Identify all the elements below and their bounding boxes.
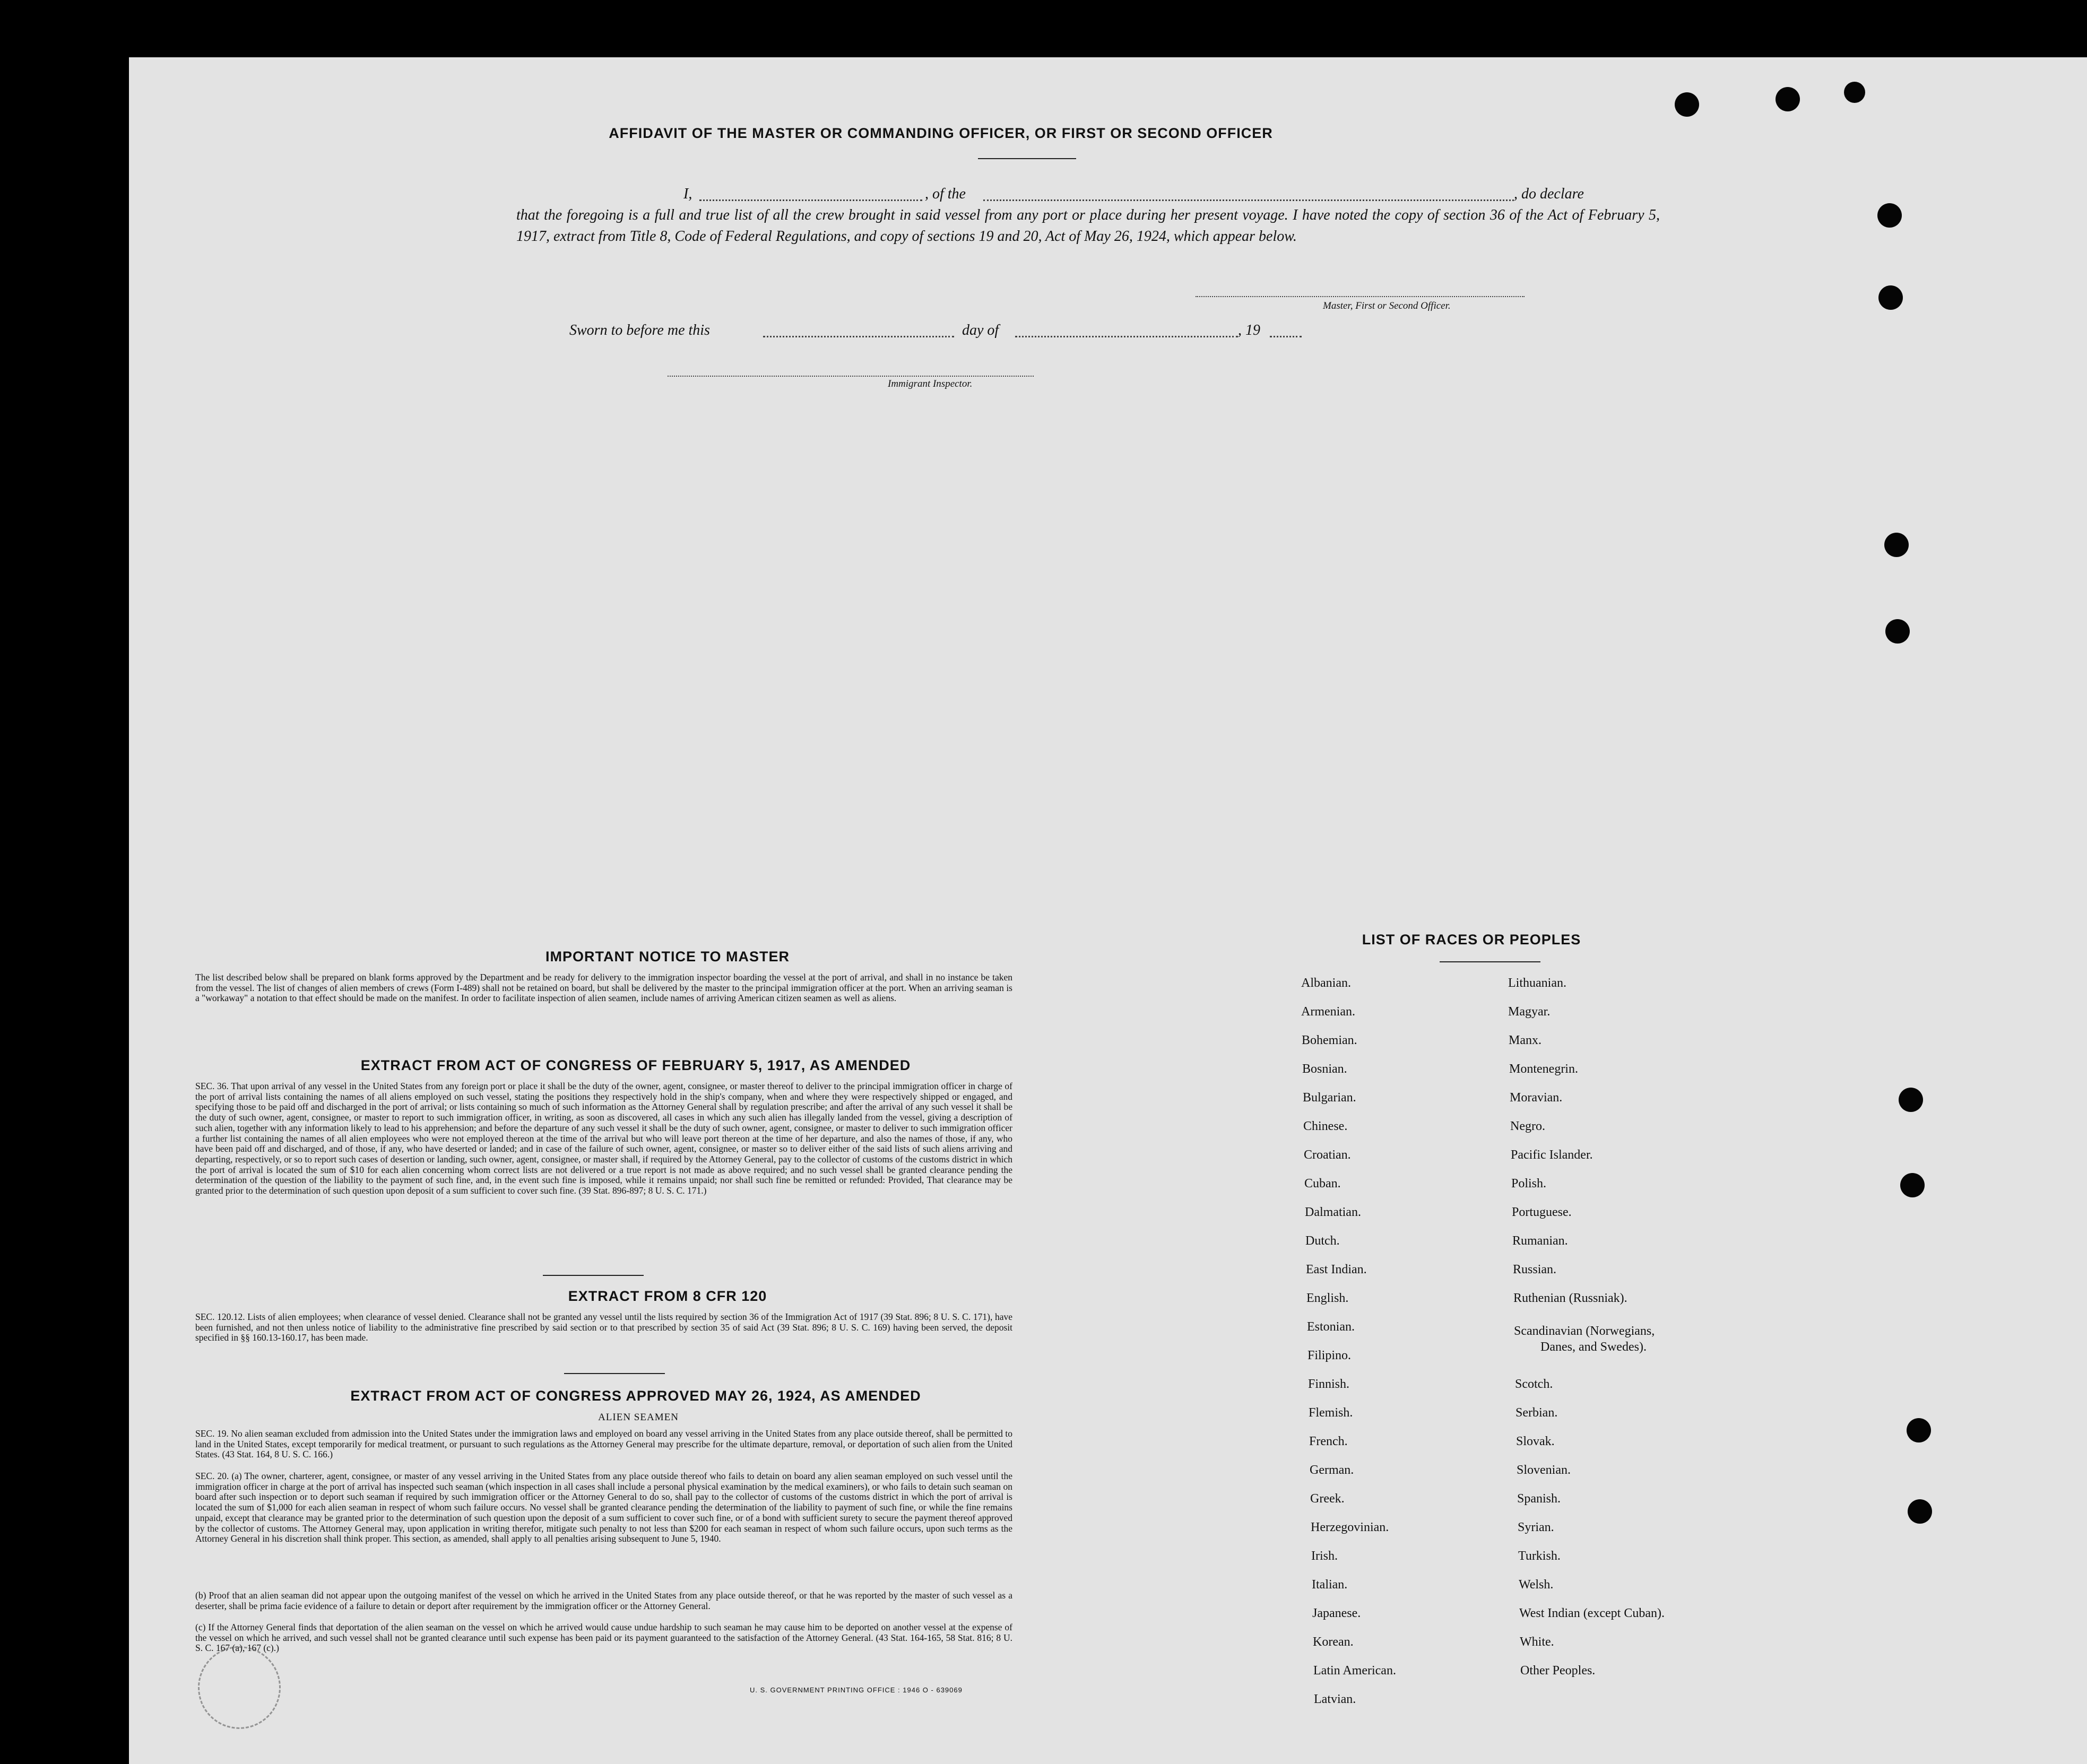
year-label: , 19 — [1238, 322, 1260, 338]
extract-1924-sec19: SEC. 19. No alien seaman excluded from admission into the United States under the immigration laws and employed on board any vessel arriving in the United States from any place outside thereof, shall be permitted to land in the United States, except temporarily for medical treatment, or pursuant to such regulations as the Attorney General may prescribe for the ultimate departure, removal, or deportation of such alien from the United States. (43 Stat. 164, 8 U. S. C. 166.) — [195, 1428, 1012, 1460]
master-signature-line[interactable] — [1196, 296, 1525, 297]
race-korean: Korean. — [1313, 1635, 1354, 1649]
declare-label: , do declare — [1514, 186, 1584, 202]
vessel-name-field[interactable] — [983, 199, 1514, 201]
race-negro: Negro. — [1510, 1119, 1545, 1133]
inspector-signature-line[interactable] — [668, 376, 1034, 377]
race-flemish: Flemish. — [1309, 1406, 1353, 1420]
race-syrian: Syrian. — [1518, 1520, 1554, 1534]
day-of-label: day of — [962, 322, 999, 338]
race-pacific-islander: Pacific Islander. — [1511, 1148, 1593, 1162]
punch-hole-right-1 — [1877, 203, 1902, 228]
printing-office-imprint: U. S. GOVERNMENT PRINTING OFFICE : 1946 O - 639069 — [750, 1686, 963, 1694]
punch-hole-right-8 — [1908, 1499, 1932, 1524]
race-other-peoples: Other Peoples. — [1520, 1664, 1596, 1678]
race-lithuanian: Lithuanian. — [1508, 976, 1566, 990]
race-east-indian: East Indian. — [1306, 1263, 1367, 1276]
punch-hole-top-3 — [1844, 82, 1865, 103]
race-bulgarian: Bulgarian. — [1303, 1091, 1356, 1105]
race-montenegrin: Montenegrin. — [1509, 1062, 1578, 1076]
sworn-month-field[interactable] — [1015, 336, 1238, 337]
race-armenian: Armenian. — [1301, 1005, 1355, 1019]
sworn-label: Sworn to before me this — [569, 322, 710, 338]
vessel-label: , of the — [925, 186, 966, 202]
race-scotch: Scotch. — [1515, 1377, 1553, 1391]
master-signature-label: Master, First or Second Officer. — [1323, 300, 1451, 311]
punch-hole-right-2 — [1878, 285, 1903, 310]
race-cuban: Cuban. — [1304, 1177, 1341, 1191]
cfr-text: SEC. 120.12. Lists of alien employees; when clearance of vessel denied. Clearance shall not be granted any vessel until the lists required by section 36 of the Immigration Act of 1917 (39 Stat. 896; 8 U. S. C. 171), have been furnished, and not then unless notice of liability to the administrative fine prescribed by said section or to that prescribed by section 35 of said Act (39 Stat. 896; 8 U. S. C. 169) having been served, the deposit specified in §§ 160.13-160.17, has been made. — [195, 1311, 1012, 1343]
extract-1924-sec20b: (b) Proof that an alien seaman did not appear upon the outgoing manifest of the vessel on which he arrived in the United States from any place outside thereof, or that he was reported by the master of such vessel as a deserter, shall be prima facie evidence of a failure to detain or deport after requirement by the immigration officer or the Attorney General. — [195, 1590, 1012, 1611]
race-latvian: Latvian. — [1314, 1692, 1356, 1706]
race-latin-american: Latin American. — [1313, 1664, 1396, 1678]
race-turkish: Turkish. — [1518, 1549, 1561, 1563]
race-herzegovinian: Herzegovinian. — [1311, 1520, 1389, 1534]
race-german: German. — [1310, 1463, 1354, 1477]
notice-title: IMPORTANT NOTICE TO MASTER — [545, 949, 790, 964]
affidavit-title-rule — [978, 158, 1076, 159]
race-magyar: Magyar. — [1508, 1005, 1551, 1019]
race-estonian: Estonian. — [1307, 1320, 1355, 1334]
alien-seamen-subtitle: ALIEN SEAMEN — [598, 1412, 679, 1423]
inspector-signature-label: Immigrant Inspector. — [888, 378, 973, 389]
affidavit-line-1 — [564, 184, 1660, 205]
race-portuguese: Portuguese. — [1512, 1205, 1572, 1219]
punch-hole-right-4 — [1885, 619, 1910, 644]
race-chinese: Chinese. — [1303, 1119, 1348, 1133]
races-title: LIST OF RACES OR PEOPLES — [1362, 932, 1581, 948]
race-slovenian: Slovenian. — [1517, 1463, 1571, 1477]
punch-hole-top-2 — [1776, 87, 1800, 111]
document-page — [129, 57, 2087, 1764]
punch-hole-right-5 — [1899, 1088, 1923, 1112]
extract-1924-sec20c: (c) If the Attorney General finds that deportation of the alien seaman on the vessel on which he arrived would cause undue hardship to such seaman he may cause him to be deported on another vessel at the expense of the vessel on which he arrived, and such vessel shall not be granted clearance until such expense has been paid or its payment guaranteed to the satisfaction of the Attorney General. (43 Stat. 164-165, 58 Stat. 816; 8 U. S. C. 167 (a), 167 (c).) — [195, 1622, 1012, 1654]
race-french: French. — [1309, 1435, 1348, 1448]
affidavit-title: AFFIDAVIT OF THE MASTER OR COMMANDING OFFICER, OR FIRST OR SECOND OFFICER — [609, 125, 1273, 141]
race-manx: Manx. — [1509, 1033, 1542, 1047]
punch-hole-right-6 — [1900, 1173, 1925, 1197]
race-bohemian: Bohemian. — [1302, 1033, 1357, 1047]
race-croatian: Croatian. — [1304, 1148, 1351, 1162]
race-albanian: Albanian. — [1301, 976, 1351, 990]
affidavit-body: that the foregoing is a full and true list of all the crew brought in said vessel from any port or place during her present voyage. I have noted the copy of section 36 of the Act of February 5, 1917, extract from Title 8, Code of Federal Regulations, and copy of sections 19 and 20, Act of May 26, 1924, which appear below. — [516, 207, 1660, 245]
race-west-indian: West Indian (except Cuban). — [1519, 1606, 1665, 1620]
race-russian: Russian. — [1513, 1263, 1557, 1276]
punch-hole-right-7 — [1907, 1418, 1931, 1443]
race-white: White. — [1520, 1635, 1554, 1649]
extract-1917-title: EXTRACT FROM ACT OF CONGRESS OF FEBRUARY 5, 1917, AS AMENDED — [360, 1057, 911, 1073]
race-filipino: Filipino. — [1307, 1349, 1352, 1362]
notice-text: The list described below shall be prepared on blank forms approved by the Department and be ready for delivery to the immigration inspector boarding the vessel at the port of arrival, and shall in no instance be taken from the vessel. The list of changes of alien members of crews (Form I-489) shall not be retained on board, but shall be delivered by the master to the principal immigration officer at the port. When an arriving seaman is a "workaway" a notation to that effect should be made on the manifest. In order to facilitate inspection of alien seamen, include names of arriving American citizen seamen as well as aliens. — [195, 972, 1012, 1004]
sworn-day-field[interactable] — [763, 336, 954, 337]
punch-hole-top-1 — [1675, 92, 1699, 117]
race-rumanian: Rumanian. — [1512, 1234, 1568, 1248]
section-divider-1 — [543, 1275, 644, 1276]
race-english: English. — [1306, 1291, 1349, 1305]
cfr-title: EXTRACT FROM 8 CFR 120 — [568, 1288, 767, 1304]
race-polish: Polish. — [1511, 1177, 1547, 1191]
race-ruthenian: Ruthenian (Russniak). — [1513, 1291, 1627, 1305]
declarant-name-field[interactable] — [699, 199, 922, 201]
race-italian: Italian. — [1312, 1578, 1348, 1592]
race-dutch: Dutch. — [1305, 1234, 1340, 1248]
race-greek: Greek. — [1310, 1492, 1345, 1506]
race-scandinavian-cont: Danes, and Swedes). — [1540, 1340, 1647, 1354]
section-divider-2 — [564, 1373, 665, 1374]
race-irish: Irish. — [1311, 1549, 1338, 1563]
extract-1924-title: EXTRACT FROM ACT OF CONGRESS APPROVED MAY 26, 1924, AS AMENDED — [350, 1388, 921, 1404]
race-bosnian: Bosnian. — [1302, 1062, 1347, 1076]
race-serbian: Serbian. — [1516, 1406, 1558, 1420]
extract-1917-text: SEC. 36. That upon arrival of any vessel in the United States from any foreign port or place it shall be the duty of the owner, agent, consignee, or master thereof to deliver to the principal immigration officer in charge of the port of arrival lists containing the names of all aliens employed on such vessel, stating the positions they respectively hold in the ship's company, when and where they were respectively shipped or engaged, and specifying those to be paid off and discharged in the port of arrival; or lists containing so much of such information as the Attorney General shall by regulation prescribe; and after the arrival of any such vessel it shall be the duty of such owner, agent, consignee, or master to report to such immigration officer, in writing, as soon as discovered, all cases in which any such alien has illegally landed from the vessel, giving a description of such alien, together with any information likely to lead to his apprehension; and before the departure of any such vessel it shall be the duty of such owner, agent, consignee, or master to deliver to such immigration officer a further list containing the names of all alien employees who were not employed thereon at the time of the arrival but who will leave port thereon at the time of her departure, and also the names of those, if any, who have been paid off and discharged, and of those, if any, who have deserted or landed; and in case of the failure of such owner, agent, consignee, or master so to deliver either of the said lists of such aliens arriving and departing, respectively, or so to report such cases of desertion or landing, such owner, agent, consignee, or master shall, if required by the Attorney General, pay to the collector of customs of the customs district in which the port of arrival is located the sum of $10 for each alien concerning whom correct lists are not delivered or a true report is not made as above required; and no such vessel shall be granted clearance pending the determination of the question of the liability to the payment of such fine, and, in the event such fine is imposed, while it remains unpaid; nor shall such fine be remitted or refunded: Provided, That clearance may be granted prior to the determination of such question upon deposit of a sum sufficient to cover such fine. (39 Stat. 896-897; 8 U. S. C. 171.) — [195, 1081, 1012, 1196]
race-finnish: Finnish. — [1308, 1377, 1350, 1391]
sworn-line — [569, 320, 1440, 341]
races-title-rule — [1440, 961, 1540, 962]
race-moravian: Moravian. — [1510, 1091, 1563, 1105]
extract-1924-sec20a: SEC. 20. (a) The owner, charterer, agent, consignee, or master of any vessel arriving in the United States from any place outside thereof who fails to detain on board any alien seaman employed on such vessel until the immigration officer in charge at the port of arrival has inspected such seaman (which inspection in all cases shall include a personal physical examination by the medical examiners), or who fails to detain such seaman on board after such inspection or to deport such seaman if required by such immigration officer or the Attorney General to do so, shall pay to the collector of customs of the customs district in which the port of arrival is located the sum of $1,000 for each alien seaman in respect of whom such failure occurs. No vessel shall be granted clearance pending the determination of the liability to payment of such fine, or while the fine remains unpaid, except that clearance may be granted prior to the determination of such question upon the deposit of a sum sufficient to cover such fine, or of a bond with sufficient surety to secure the payment thereof approved by the collector of customs. The Attorney General may, upon application in writing therefor, mitigate such penalty to not less than $200 for each seaman in respect of whom such failure occurs, upon such terms as the Attorney General in his discretion shall think proper. This section, as amended, shall apply to all penalties arising subsequent to June 5, 1940. — [195, 1471, 1012, 1544]
race-scandinavian: Scandinavian (Norwegians, — [1514, 1324, 1655, 1338]
race-spanish: Spanish. — [1517, 1492, 1561, 1506]
declarant-label: I, — [683, 186, 692, 202]
race-japanese: Japanese. — [1312, 1606, 1361, 1620]
received-stamp — [198, 1646, 281, 1729]
race-welsh: Welsh. — [1519, 1578, 1554, 1592]
sworn-year-field[interactable] — [1270, 336, 1302, 337]
race-slovak: Slovak. — [1516, 1435, 1555, 1448]
race-dalmatian: Dalmatian. — [1305, 1205, 1361, 1219]
punch-hole-right-3 — [1884, 533, 1909, 557]
